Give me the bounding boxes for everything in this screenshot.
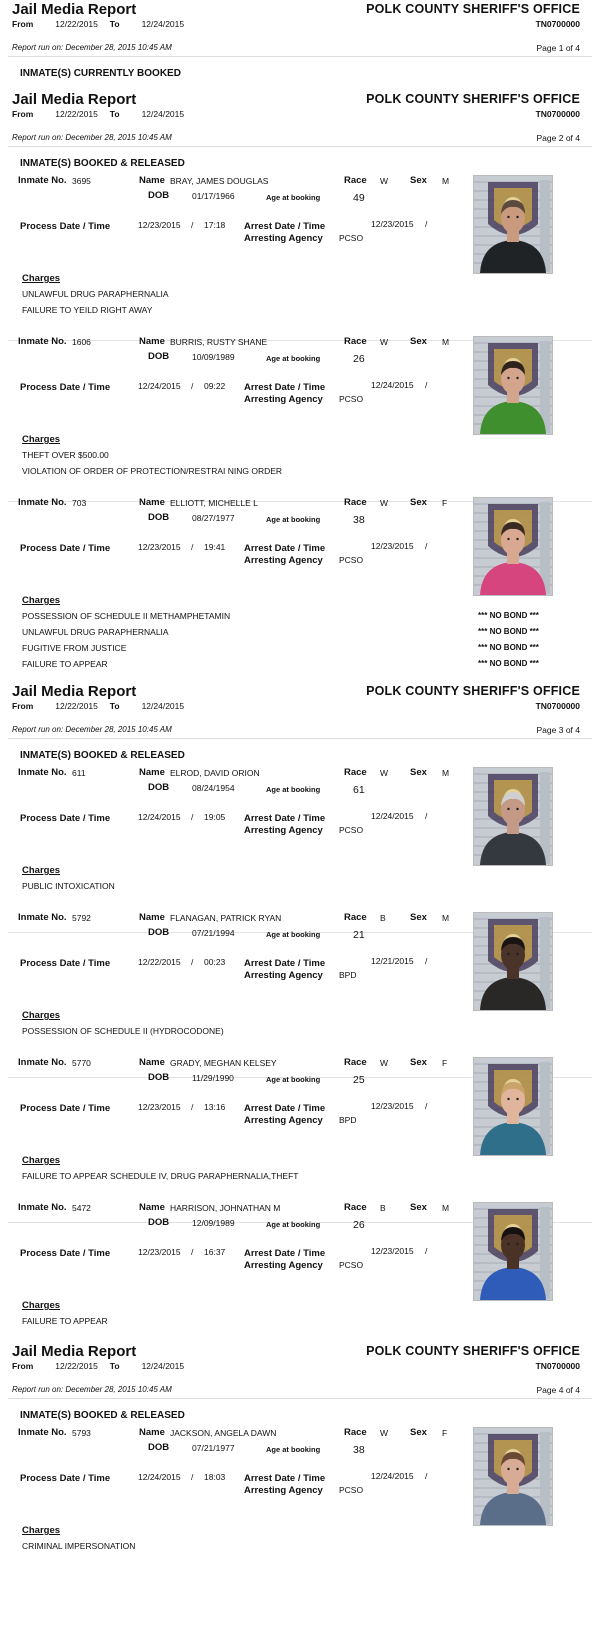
inmate-no-label: Inmate No.: [18, 336, 67, 347]
inmate-name: BURRIS, RUSTY SHANE: [170, 337, 268, 347]
report-title: Jail Media Report: [12, 1343, 137, 1360]
inmate-name: HARRISON, JOHNATHAN M: [170, 1203, 281, 1213]
page-header: [0, 0, 600, 88]
from-date: 12/22/2015: [55, 19, 98, 29]
agency-name: POLK COUNTY SHERIFF'S OFFICE: [366, 92, 580, 106]
inmate-name: JACKSON, ANGELA DAWN: [170, 1428, 277, 1438]
report-run-on: Report run on: December 28, 2015 10:45 AM: [12, 1385, 172, 1394]
inmate-name: ELROD, DAVID ORION: [170, 768, 260, 778]
race-label: Race: [344, 767, 367, 778]
inmate-no: 5770: [72, 1058, 91, 1068]
arrest-label: Arrest Date / Time: [244, 813, 326, 824]
process-slash: /: [191, 1247, 194, 1257]
dob-label: DOB: [148, 190, 170, 201]
process-slash: /: [191, 1472, 194, 1482]
page-number: Page 4 of 4: [536, 1385, 580, 1395]
sex-label: Sex: [410, 175, 427, 186]
process-time: 19:05: [204, 812, 226, 822]
arresting-agency: BPD: [339, 1115, 357, 1125]
race-label: Race: [344, 175, 367, 186]
inmate-no-label: Inmate No.: [18, 767, 67, 778]
bond-status: *** NO BOND ***: [478, 643, 539, 652]
process-label: Process Date / Time: [20, 813, 111, 824]
arrest-date: 12/21/2015: [371, 956, 414, 966]
mugshot-photo: [473, 175, 553, 274]
inmate-name: BRAY, JAMES DOUGLAS: [170, 176, 269, 186]
race-value: W: [380, 768, 389, 778]
section-title: INMATE(S) BOOKED & RELEASED: [20, 750, 185, 761]
to-date: 12/24/2015: [141, 701, 185, 711]
charges-heading: Charges: [22, 595, 61, 606]
age-value: 38: [353, 514, 365, 526]
race-value: W: [380, 176, 389, 186]
charges-heading: Charges: [22, 1525, 61, 1536]
sex-value: M: [442, 768, 450, 778]
from-date: 12/22/2015: [55, 109, 98, 119]
report-page: [0, 0, 600, 88]
to-label: To: [109, 1361, 120, 1371]
charge-item: POSSESSION OF SCHEDULE II METHAMPHETAMIN: [22, 611, 231, 621]
arrest-label: Arrest Date / Time: [244, 221, 326, 232]
name-label: Name: [139, 767, 165, 778]
charges-heading: Charges: [22, 1010, 61, 1021]
date-range: [12, 19, 196, 29]
header-divider: [8, 56, 592, 57]
process-time: 17:18: [204, 220, 226, 230]
charge-item: FUGITIVE FROM JUSTICE: [22, 643, 127, 653]
race-label: Race: [344, 1202, 367, 1213]
charge-item: VIOLATION OF ORDER OF PROTECTION/RESTRAI NING ORDER: [22, 466, 283, 476]
dob-label: DOB: [148, 512, 170, 523]
race-value: W: [380, 1058, 389, 1068]
inmate-no-label: Inmate No.: [18, 912, 67, 923]
name-label: Name: [139, 336, 165, 347]
header-divider: [8, 146, 592, 147]
report-title: Jail Media Report: [12, 683, 137, 700]
process-time: 13:16: [204, 1102, 226, 1112]
process-slash: /: [191, 381, 194, 391]
arrest-label: Arrest Date / Time: [244, 1473, 326, 1484]
race-label: Race: [344, 1427, 367, 1438]
arrest-date: 12/24/2015: [371, 1471, 414, 1481]
sex-label: Sex: [410, 336, 427, 347]
sex-label: Sex: [410, 1427, 427, 1438]
arrest-label: Arrest Date / Time: [244, 1103, 326, 1114]
race-value: W: [380, 1428, 389, 1438]
report-run-on: Report run on: December 28, 2015 10:45 AM: [12, 43, 172, 52]
arrest-date: 12/23/2015: [371, 541, 414, 551]
arrest-date: 12/24/2015: [371, 811, 414, 821]
sex-label: Sex: [410, 1202, 427, 1213]
arrest-date: 12/23/2015: [371, 219, 414, 229]
process-time: 18:03: [204, 1472, 226, 1482]
race-value: W: [380, 337, 389, 347]
charge-item: UNLAWFUL DRUG PARAPHERNALIA: [22, 289, 169, 299]
inmate-record: [0, 1425, 600, 1593]
process-label: Process Date / Time: [20, 958, 111, 969]
bond-status: *** NO BOND ***: [478, 611, 539, 620]
inmate-record: [0, 1055, 600, 1223]
agency-label: Arresting Agency: [244, 1115, 323, 1126]
report-code: TN0700000: [535, 701, 580, 711]
charge-item: FAILURE TO APPEAR: [22, 659, 108, 669]
sex-value: F: [442, 1428, 448, 1438]
process-time: 19:41: [204, 542, 226, 552]
agency-label: Arresting Agency: [244, 233, 323, 244]
age-value: 26: [353, 1219, 365, 1231]
sex-label: Sex: [410, 767, 427, 778]
inmate-no-label: Inmate No.: [18, 175, 67, 186]
dob-label: DOB: [148, 351, 170, 362]
charges-heading: Charges: [22, 1155, 61, 1166]
process-slash: /: [191, 220, 194, 230]
report-page: [0, 682, 600, 1326]
section-title: INMATE(S) CURRENTLY BOOKED: [20, 68, 181, 79]
process-slash: /: [191, 812, 194, 822]
process-date: 12/23/2015: [138, 1247, 181, 1257]
agency-label: Arresting Agency: [244, 555, 323, 566]
process-date: 12/22/2015: [138, 957, 181, 967]
process-label: Process Date / Time: [20, 1473, 111, 1484]
dob-value: 10/09/1989: [192, 352, 235, 362]
inmate-no-label: Inmate No.: [18, 1057, 67, 1068]
name-label: Name: [139, 1202, 165, 1213]
mugshot-photo: [473, 1057, 553, 1156]
report-run-on: Report run on: December 28, 2015 10:45 AM: [12, 133, 172, 142]
arrest-label: Arrest Date / Time: [244, 1248, 326, 1259]
age-label: Age at booking: [266, 515, 321, 524]
section-title: INMATE(S) BOOKED & RELEASED: [20, 1410, 185, 1421]
charge-item: FAILURE TO APPEAR SCHEDULE IV, DRUG PARAPHERNALIA,THEFT: [22, 1171, 299, 1181]
name-label: Name: [139, 1057, 165, 1068]
bond-status: *** NO BOND ***: [478, 659, 539, 668]
arrest-slash: /: [425, 956, 428, 966]
to-label: To: [109, 701, 120, 711]
charge-item: UNLAWFUL DRUG PARAPHERNALIA: [22, 627, 169, 637]
inmate-no-label: Inmate No.: [18, 1427, 67, 1438]
race-label: Race: [344, 912, 367, 923]
dob-value: 01/17/1966: [192, 191, 235, 201]
dob-label: DOB: [148, 1217, 170, 1228]
arresting-agency: PCSO: [339, 825, 364, 835]
report-page: [0, 1342, 600, 1551]
arrest-slash: /: [425, 1471, 428, 1481]
report-title: Jail Media Report: [12, 1, 137, 18]
process-date: 12/24/2015: [138, 381, 181, 391]
from-label: From: [12, 109, 34, 119]
report-page: [0, 90, 600, 669]
agency-label: Arresting Agency: [244, 1260, 323, 1271]
race-value: B: [380, 913, 386, 923]
page-header: [0, 682, 600, 770]
inmate-record: [0, 765, 600, 933]
agency-label: Arresting Agency: [244, 1485, 323, 1496]
age-label: Age at booking: [266, 354, 321, 363]
from-date: 12/22/2015: [55, 701, 98, 711]
report-title: Jail Media Report: [12, 91, 137, 108]
date-range: [12, 1361, 196, 1371]
charge-item: POSSESSION OF SCHEDULE II (HYDROCODONE): [22, 1026, 224, 1036]
page-number: Page 2 of 4: [536, 133, 580, 143]
arrest-slash: /: [425, 219, 428, 229]
charges-heading: Charges: [22, 865, 61, 876]
process-date: 12/23/2015: [138, 542, 181, 552]
page-header: [0, 1342, 600, 1430]
process-slash: /: [191, 1102, 194, 1112]
sex-value: F: [442, 498, 448, 508]
sex-label: Sex: [410, 912, 427, 923]
age-value: 21: [353, 929, 365, 941]
arresting-agency: BPD: [339, 970, 357, 980]
charges-heading: Charges: [22, 1300, 61, 1311]
inmate-no-label: Inmate No.: [18, 497, 67, 508]
dob-label: DOB: [148, 1442, 170, 1453]
from-label: From: [12, 701, 34, 711]
page-number: Page 3 of 4: [536, 725, 580, 735]
race-label: Race: [344, 497, 367, 508]
page-header: [0, 90, 600, 178]
date-range: [12, 109, 196, 119]
arresting-agency: PCSO: [339, 233, 364, 243]
inmate-no: 5472: [72, 1203, 91, 1213]
sex-label: Sex: [410, 1057, 427, 1068]
header-divider: [8, 1398, 592, 1399]
arrest-date: 12/23/2015: [371, 1101, 414, 1111]
mugshot-photo: [473, 1427, 553, 1526]
arrest-label: Arrest Date / Time: [244, 543, 326, 554]
to-date: 12/24/2015: [141, 1361, 185, 1371]
mugshot-photo: [473, 336, 553, 435]
process-date: 12/23/2015: [138, 1102, 181, 1112]
age-label: Age at booking: [266, 193, 321, 202]
charge-item: FAILURE TO APPEAR: [22, 1316, 108, 1326]
age-value: 49: [353, 192, 365, 204]
name-label: Name: [139, 912, 165, 923]
race-label: Race: [344, 1057, 367, 1068]
process-slash: /: [191, 957, 194, 967]
inmate-no: 3695: [72, 176, 91, 186]
bond-status: *** NO BOND ***: [478, 627, 539, 636]
age-label: Age at booking: [266, 785, 321, 794]
process-time: 09:22: [204, 381, 226, 391]
mugshot-photo: [473, 1202, 553, 1301]
name-label: Name: [139, 175, 165, 186]
arrest-date: 12/23/2015: [371, 1246, 414, 1256]
inmate-no: 5792: [72, 913, 91, 923]
to-label: To: [109, 109, 120, 119]
sex-value: M: [442, 176, 450, 186]
age-label: Age at booking: [266, 1220, 321, 1229]
section-title: INMATE(S) BOOKED & RELEASED: [20, 158, 185, 169]
report-code: TN0700000: [535, 19, 580, 29]
to-date: 12/24/2015: [141, 109, 185, 119]
inmate-no: 703: [72, 498, 87, 508]
sex-value: M: [442, 1203, 450, 1213]
age-value: 61: [353, 784, 365, 796]
arresting-agency: PCSO: [339, 1260, 364, 1270]
name-label: Name: [139, 1427, 165, 1438]
age-value: 26: [353, 353, 365, 365]
agency-label: Arresting Agency: [244, 825, 323, 836]
charge-item: THEFT OVER $500.00: [22, 450, 109, 460]
mugshot-photo: [473, 912, 553, 1011]
process-label: Process Date / Time: [20, 543, 111, 554]
process-label: Process Date / Time: [20, 1248, 111, 1259]
dob-value: 07/21/1977: [192, 1443, 235, 1453]
inmate-name: ELLIOTT, MICHELLE L: [170, 498, 258, 508]
inmate-no: 1606: [72, 337, 91, 347]
sex-value: M: [442, 337, 450, 347]
arrest-slash: /: [425, 1101, 428, 1111]
inmate-name: FLANAGAN, PATRICK RYAN: [170, 913, 282, 923]
inmate-record: [0, 910, 600, 1078]
dob-value: 08/27/1977: [192, 513, 235, 523]
process-time: 16:37: [204, 1247, 226, 1257]
charge-item: CRIMINAL IMPERSONATION: [22, 1541, 136, 1551]
age-label: Age at booking: [266, 930, 321, 939]
age-value: 25: [353, 1074, 365, 1086]
name-label: Name: [139, 497, 165, 508]
agency-name: POLK COUNTY SHERIFF'S OFFICE: [366, 2, 580, 16]
arrest-slash: /: [425, 1246, 428, 1256]
process-label: Process Date / Time: [20, 382, 111, 393]
arrest-label: Arrest Date / Time: [244, 382, 326, 393]
from-label: From: [12, 19, 34, 29]
dob-value: 08/24/1954: [192, 783, 235, 793]
charges-heading: Charges: [22, 273, 61, 284]
mugshot-photo: [473, 497, 553, 596]
date-range: [12, 701, 196, 711]
sex-label: Sex: [410, 497, 427, 508]
from-label: From: [12, 1361, 34, 1371]
race-label: Race: [344, 336, 367, 347]
inmate-record: [0, 334, 600, 502]
arrest-label: Arrest Date / Time: [244, 958, 326, 969]
dob-value: 12/09/1989: [192, 1218, 235, 1228]
sex-value: M: [442, 913, 450, 923]
process-time: 00:23: [204, 957, 226, 967]
arrest-date: 12/24/2015: [371, 380, 414, 390]
process-date: 12/24/2015: [138, 812, 181, 822]
race-value: B: [380, 1203, 386, 1213]
process-label: Process Date / Time: [20, 221, 111, 232]
report-run-on: Report run on: December 28, 2015 10:45 AM: [12, 725, 172, 734]
age-label: Age at booking: [266, 1445, 321, 1454]
sex-value: F: [442, 1058, 448, 1068]
dob-label: DOB: [148, 782, 170, 793]
charges-heading: Charges: [22, 434, 61, 445]
report-code: TN0700000: [535, 1361, 580, 1371]
from-date: 12/22/2015: [55, 1361, 98, 1371]
agency-name: POLK COUNTY SHERIFF'S OFFICE: [366, 1344, 580, 1358]
dob-value: 11/29/1990: [192, 1073, 234, 1083]
inmate-record: [0, 495, 600, 669]
process-date: 12/23/2015: [138, 220, 181, 230]
mugshot-photo: [473, 767, 553, 866]
arresting-agency: PCSO: [339, 1485, 364, 1495]
process-date: 12/24/2015: [138, 1472, 181, 1482]
to-label: To: [109, 19, 120, 29]
dob-label: DOB: [148, 927, 170, 938]
charge-item: PUBLIC INTOXICATION: [22, 881, 115, 891]
agency-label: Arresting Agency: [244, 394, 323, 405]
header-divider: [8, 738, 592, 739]
arresting-agency: PCSO: [339, 394, 364, 404]
inmate-no: 5793: [72, 1428, 91, 1438]
report-code: TN0700000: [535, 109, 580, 119]
to-date: 12/24/2015: [141, 19, 185, 29]
age-label: Age at booking: [266, 1075, 321, 1084]
page-number: Page 1 of 4: [536, 43, 580, 53]
process-slash: /: [191, 542, 194, 552]
arrest-slash: /: [425, 811, 428, 821]
arrest-slash: /: [425, 380, 428, 390]
dob-value: 07/21/1994: [192, 928, 235, 938]
inmate-no-label: Inmate No.: [18, 1202, 67, 1213]
inmate-record: [0, 173, 600, 341]
agency-label: Arresting Agency: [244, 970, 323, 981]
agency-name: POLK COUNTY SHERIFF'S OFFICE: [366, 684, 580, 698]
race-value: W: [380, 498, 389, 508]
arresting-agency: PCSO: [339, 555, 364, 565]
charge-item: FAILURE TO YEILD RIGHT AWAY: [22, 305, 153, 315]
arrest-slash: /: [425, 541, 428, 551]
inmate-name: GRADY, MEGHAN KELSEY: [170, 1058, 277, 1068]
dob-label: DOB: [148, 1072, 170, 1083]
process-label: Process Date / Time: [20, 1103, 111, 1114]
inmate-no: 611: [72, 768, 86, 778]
age-value: 38: [353, 1444, 365, 1456]
